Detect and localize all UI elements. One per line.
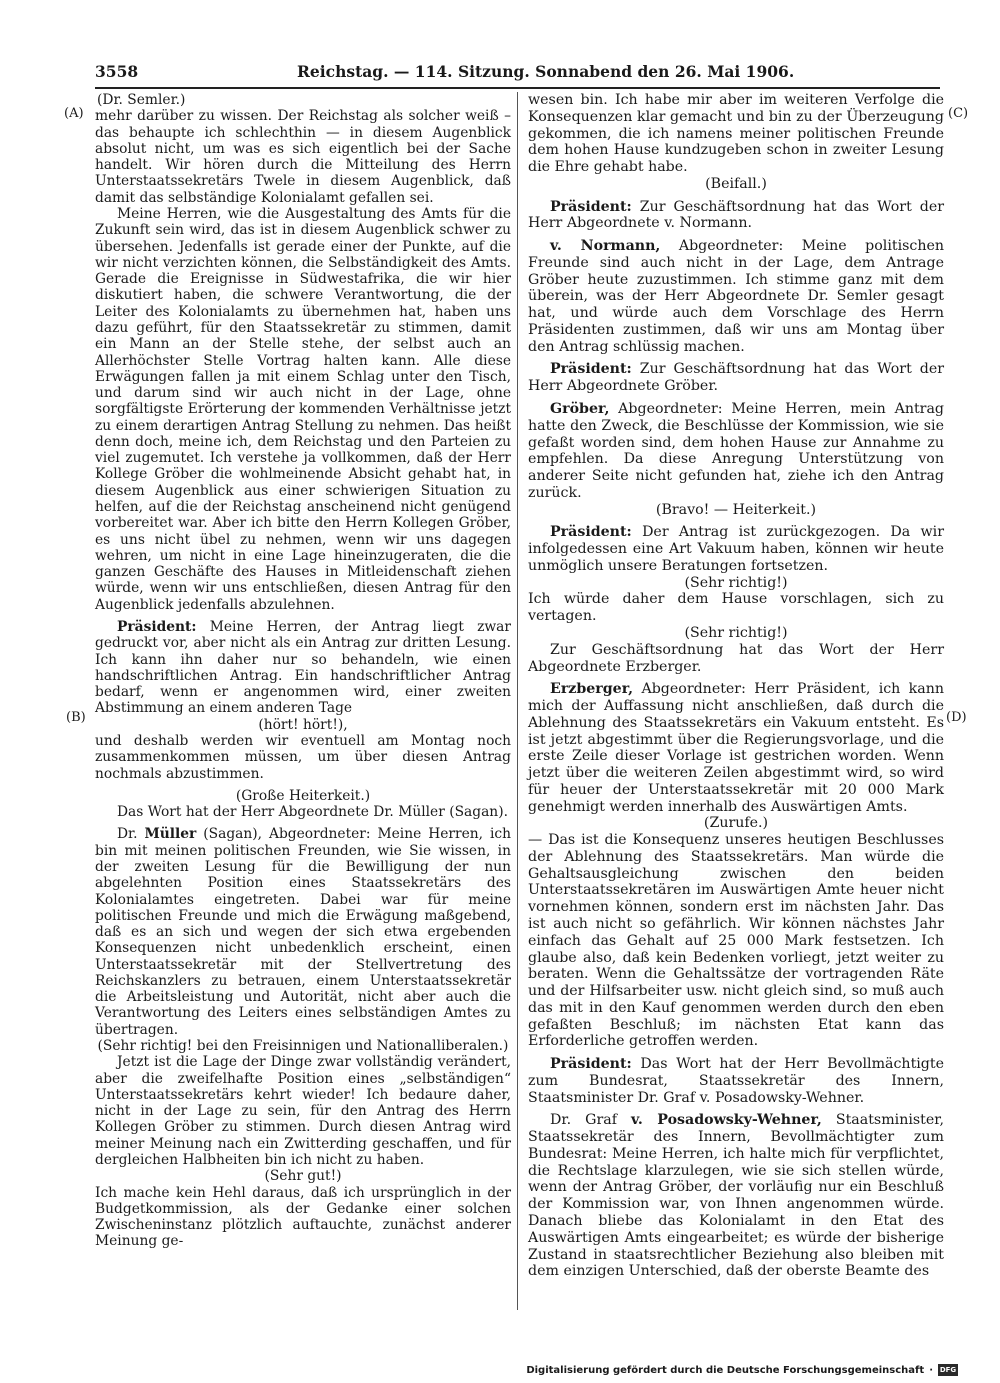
speaker-name: v. Normann,	[550, 238, 661, 255]
speaker-prefix: Dr.	[117, 826, 138, 843]
interjection: (Sehr richtig!)	[684, 574, 788, 591]
margin-letter-d: (D)	[946, 710, 967, 725]
speech-text: Zur Geschäftsordnung hat das Wort der Herr Abgeordnete v. Normann.	[528, 198, 944, 232]
speech-paragraph	[528, 1056, 944, 1106]
speech-text: Der Antrag ist zurückgezogen. Da wir infolgedessen eine Art Vakuum haben, können wir heute unmöglich unsere Beratungen fortsetzen.	[528, 524, 944, 574]
speech-paragraph	[528, 401, 944, 502]
speaker-name: Gröber,	[550, 401, 610, 418]
speaker-continuation: (Dr. Semler.)	[97, 92, 186, 108]
right-column	[528, 92, 944, 1280]
speech-paragraph	[95, 826, 511, 1038]
interjection: (Sehr gut!)	[264, 1168, 342, 1185]
speech-paragraph	[95, 619, 511, 717]
speaker-name: Erzberger,	[550, 681, 634, 698]
paragraph: Meine Herren, wie die Ausgestaltung des Amts für die Zukunft sein wird, das ist in diesem Augenblick schwer zu übersehen. Jedenfalls ist gerade einer der Punkte, auf die wir nicht verzichten können, die Selbständigkeit des Amts. Gerade die Ereignisse in Südwestafrika, die wir hier diskutiert haben, die schwere Verantwortung, die der Leiter des Kolonialamts zu übernehmen hat, haben uns dazu geführt, für den Staatssekretär zu stimmen, damit ein Mann an der Stelle stehe, der selbst auch an Allerhöchster Stelle Vortrag halten kann. Alle diese Erwägungen fallen ja mit einem Schlag unter den Tisch, und darum sind wir auch nicht in der Lage, ohne sorgfältigste Erörterung der kommenden Verhältnisse jetzt zu einem derartigen Antrag Stellung zu nehmen. Das heißt denn doch, meine ich, dem Reichstag und den Parteien zu viel zugemutet. Ich verstehe ja vollkommen, daß der Herr Kollege Gröber die wohlmeinende Absicht gehabt hat, in diesem Augenblick aus einer schwierigen Situation zu helfen, auf die der Reichstag anscheinend nicht genügend vorbereitet war. Aber ich bitte den Herrn Kollegen Gröber, es uns nicht übel zu nehmen, wenn wir uns dagegen wehren, um nicht in eine Lage hineinzugeraten, die die ganzen Geschäfte des Hauses in Mitleidenschaft ziehen würde, wenn wir uns entschließen, diesen Antrag für den Augenblick jedenfalls abzulehnen.	[95, 205, 511, 613]
speech-paragraph	[528, 1112, 944, 1280]
speech-text: Meine Herren, der Antrag liegt zwar gedruckt vor, aber nicht als ein Antrag zur dritten Lesung. Ich kann ihn daher nur so behandeln, wie einen handschriftlichen Antrag. Ein handschriftlicher Antrag bedarf, wenn er angenommen wird, einer zweiten Abstimmung an einem anderen Tage	[95, 619, 511, 717]
interjection: (Zurufe.)	[703, 815, 769, 832]
speech-paragraph	[528, 199, 944, 233]
interjection: (Bravo! — Heiterkeit.)	[655, 501, 817, 518]
speech-text: Abgeordneter: Meine politischen Freunde sind auch nicht in der Lage, dem Antrage Gröber heute zuzustimmen. Ich stimme ganz mit dem überein, was der Herr Abgeordnete Dr. Semler gesagt hat, und würde auch dem Vorschlage des Herrn Präsidenten zustimmen, daß wir uns am Montag über den Antrag schlüssig machen.	[528, 238, 945, 355]
speech-text: Staatsminister, Staatssekretär des Innern, Bevollmächtigter zum Bundesrat: Meine Herren, ich halte mich für verpflichtet, die Rechtslage klarzulegen, wie sie sich stellen würde, wenn der Antrag Gröber, der vorläufig nur ein Beschluß der Kommission war, von Ihnen angenommen würde. Danach bliebe das Kolonialamt in den Etat des Auswärtigen Amts eingearbeitet; es würde der bisherige Zustand in staatsrechtlicher Beziehung also bleiben mit dem einzigen Unterschied, daß der oberste Beamte des	[528, 1112, 944, 1280]
interjection: (Große Heiterkeit.)	[235, 787, 371, 804]
speech-text: (Sagan), Abgeordneter: Meine Herren, ich bin mit meinen politischen Freunden, wie Sie wissen, in der zweiten Lesung für die Bewilligung der nun abgelehnten Position eines Staatssekretärs des Kolonialamtes eingetreten. Dabei war für meine politischen Freunde und mich die Erwägung maßgebend, daß es an sich und wegen der sich etwa ergebenden Konsequenzen nicht unbedenklich erscheint, einen Unterstaatssekretär mit der Stellvertretung des Reichskanzlers zu betrauen, einem Unterstaatssekretär die Arbeitsleistung und Autorität, nicht aber auch die Verantwortung des Leiters eines selbständigen Amtes zu übertragen.	[95, 826, 511, 1038]
speech-text: Abgeordneter: Herr Präsident, ich kann mich der Auffassung nicht anschließen, daß durch die Ablehnung des Staatssekretärs ein Vakuum entsteht. Es ist jetzt abgestimmt über die Regierungsvorlage, und die erste Zeile dieser Vorlage ist gestrichen worden. Wenn jetzt über die weiteren Zeilen abgestimmt wird, so wird für heuer der Unterstaatssekretär mit 20 000 Mark genehmigt werden innerhalb des Auswärtigen Amts.	[528, 681, 944, 815]
speech-paragraph	[528, 524, 944, 574]
paragraph: Zur Geschäftsordnung hat das Wort der Herr Abgeordnete Erzberger.	[528, 641, 944, 675]
interjection: (hört! hört!),	[258, 716, 348, 733]
margin-letter-a: (A)	[64, 106, 84, 121]
speech-text: Zur Geschäftsordnung hat das Wort der Herr Abgeordnete Gröber.	[528, 361, 944, 395]
paragraph: Ich mache kein Hehl daraus, daß ich ursprünglich in der Budgetkommission, als der Gedanke einer solchen Zwischeninstanz plötzlich auftauchte, zunächst anderer Meinung ge-	[95, 1184, 511, 1250]
paragraph: und deshalb werden wir eventuell am Montag noch zusammenkommen müssen, um über diesen Antrag nochmals abzustimmen.	[95, 732, 511, 782]
paragraph: wesen bin. Ich habe mir aber im weiteren Verfolge die Konsequenzen klar gemacht und bin zu der Überzeugung gekommen, die ich namens meiner politischen Freunde dem hohen Hause kundzugeben schon in zweiter Lesung die Ehre gehabt habe.	[528, 92, 944, 176]
speaker-name: Präsident:	[550, 524, 632, 541]
interjection: (Sehr richtig!)	[684, 624, 788, 641]
header-rule	[95, 87, 940, 89]
speaker-name: Präsident:	[550, 1056, 632, 1073]
paragraph: mehr darüber zu wissen. Der Reichstag als solcher weiß – das behaupte ich schlechthin — in diesem Augenblick absolut nicht, um was es sich eigentlich bei der Sache handelt. Wir hören durch die Mitteilung des Herrn Unterstaatssekretärs Twele in diesem Augenblick, daß damit das selbständige Kolonialamt gefallen sei.	[95, 108, 511, 206]
speech-paragraph	[528, 361, 944, 395]
speech-text: Abgeordneter: Meine Herren, mein Antrag hatte den Zweck, die Beschlüsse der Kommission, wie sie gefaßt worden sind, dem hohen Hause zur Annahme zu empfehlen. Da diese Anregung Unterstützung von anderer Seite nicht gefunden hat, ziehe ich den Antrag zurück.	[528, 401, 944, 501]
footer-bullet: ·	[929, 1364, 933, 1376]
speech-text: Das Wort hat der Herr Bevollmächtigte zum Bundesrat, Staatssekretär des Innern, Staatsminister Dr. Graf v. Posadowsky-Wehner.	[528, 1056, 944, 1106]
paragraph: Ich würde daher dem Hause vorschlagen, sich zu vertagen.	[528, 591, 944, 625]
interjection: (Beifall.)	[705, 175, 767, 192]
speech-paragraph	[528, 681, 944, 815]
speaker-name: v. Posadowsky-Wehner,	[631, 1112, 822, 1129]
paragraph: Das Wort hat der Herr Abgeordnete Dr. Müller (Sagan).	[117, 804, 508, 821]
footer-text: Digitalisierung gefördert durch die Deutsche Forschungsgemeinschaft	[526, 1364, 925, 1376]
paragraph: — Das ist die Konsequenz unseres heutigen Beschlusses der Ablehnung des Staatssekretärs. Man würde die Gehaltsausgleichung zwischen den beiden Unterstaatssekretären im Auswärtigen Amte heuer nicht vornehmen können, sondern erst im nächsten Jahr. Das ist auch nicht so gefährlich. Wir können nächstes Jahr einfach das Gehalt auf 25 000 Mark festsetzen. Ich glaube also, daß kein Bedenken vorliegt, jetzt weiter zu beraten. Wenn die Gehaltssätze der vortragenden Räte und der Hilfsarbeiter usw. nicht gleich sind, so muß auch das mit in den Kauf genommen werden durch den eben gefaßten Beschluß; im nächsten Etat kann das Erforderliche getroffen werden.	[528, 832, 944, 1050]
margin-letter-b: (B)	[66, 710, 86, 725]
speaker-name: Präsident:	[117, 619, 197, 635]
speaker-name: Müller	[144, 826, 197, 843]
speaker-prefix: Dr. Graf	[550, 1112, 617, 1129]
page-header	[95, 60, 940, 84]
paragraph: Jetzt ist die Lage der Dinge zwar vollständig verändert, aber die zweifelhafte Position eines „selbständigen“ Unterstaatssekretärs kehrt wieder! Ich bedaure daher, nicht in der Lage zu sein, für den Antrag des Herrn Kollegen Gröber zu stimmen. Durch diesen Antrag wird meiner Meinung nach ein Zwitterding geschaffen, und für dergleichen Halbheiten bin ich nicht zu haben.	[95, 1054, 511, 1168]
column-divider	[517, 92, 518, 1310]
digitization-credit	[526, 1362, 958, 1378]
interjection: (Sehr richtig! bei den Freisinnigen und Nationalliberalen.)	[97, 1038, 509, 1055]
running-title: Reichstag. — 114. Sitzung. Sonnabend den 26. Mai 1906.	[297, 62, 795, 81]
speaker-name: Präsident:	[550, 198, 632, 215]
speech-paragraph	[528, 238, 944, 355]
dfg-logo: DFG	[939, 1366, 957, 1374]
speaker-name: Präsident:	[550, 361, 632, 378]
margin-letter-c: (C)	[948, 106, 969, 121]
left-column	[95, 92, 511, 1250]
page-number: 3558	[95, 62, 139, 81]
